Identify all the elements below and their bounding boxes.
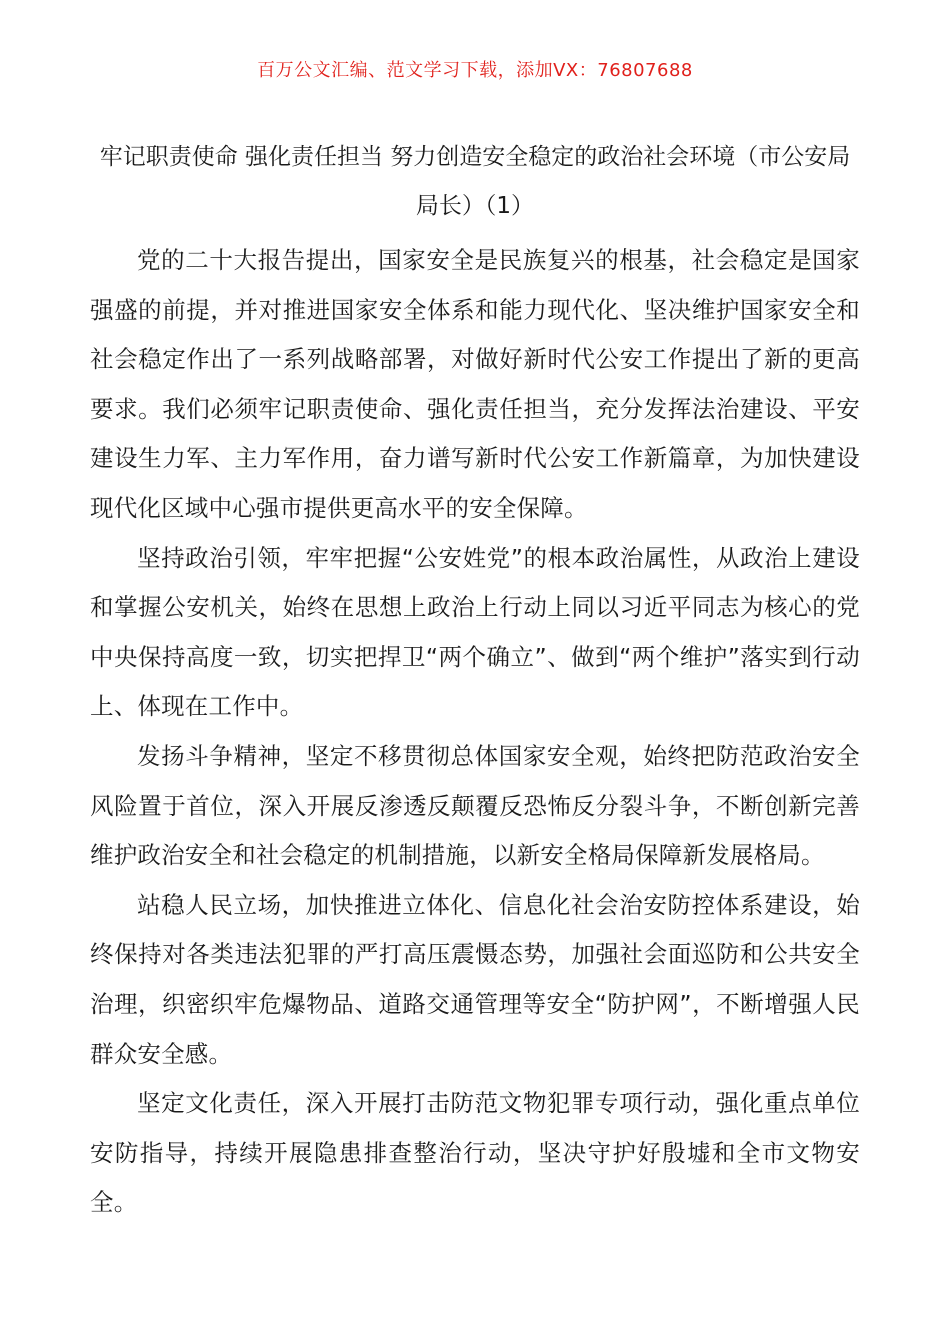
document-title: 牢记职责使命 强化责任担当 努力创造安全稳定的政治社会环境（市公安局局长）（1）	[99, 144, 851, 219]
paragraph-2: 坚持政治引领，牢牢把握“公安姓党”的根本政治属性，从政治上建设和掌握公安机关，始终在思想上政治上行动上同以习近平同志为核心的党中央保持高度一致，切实把捍卫“两个确立”、做到“两个维护”落实到行动上、体现在工作中。	[90, 543, 860, 721]
paragraph-1: 党的二十大报告提出，国家安全是民族复兴的根基，社会稳定是国家强盛的前提，并对推进国家安全体系和能力现代化、坚决维护国家安全和社会稳定作出了一系列战略部署，对做好新时代公安工作提出了新的更高要求。我们必须牢记职责使命、强化责任担当，充分发挥法治建设、平安建设生力军、主力军作用，奋力谱写新时代公安工作新篇章，为加快建设现代化区域中心强市提供更高水平的安全保障。	[90, 246, 860, 522]
document-body	[90, 236, 860, 1228]
promo-banner: 百万公文汇编、范文学习下载，添加VX：76807688	[257, 60, 693, 81]
paragraph-4: 站稳人民立场，加快推进立体化、信息化社会治安防控体系建设，始终保持对各类违法犯罪的严打高压震慑态势，加强社会面巡防和公共安全治理，织密织牢危爆物品、道路交通管理等安全“防护网”，不断增强人民群众安全感。	[90, 890, 860, 1068]
paragraph-5: 坚定文化责任，深入开展打击防范文物犯罪专项行动，强化重点单位安防指导，持续开展隐患排查整治行动，坚决守护好殷墟和全市文物安全。	[90, 1089, 860, 1217]
paragraph-3: 发扬斗争精神，坚定不移贯彻总体国家安全观，始终把防范政治安全风险置于首位，深入开展反渗透反颠覆反恐怖反分裂斗争，不断创新完善维护政治安全和社会稳定的机制措施，以新安全格局保障新发展格局。	[90, 741, 860, 870]
